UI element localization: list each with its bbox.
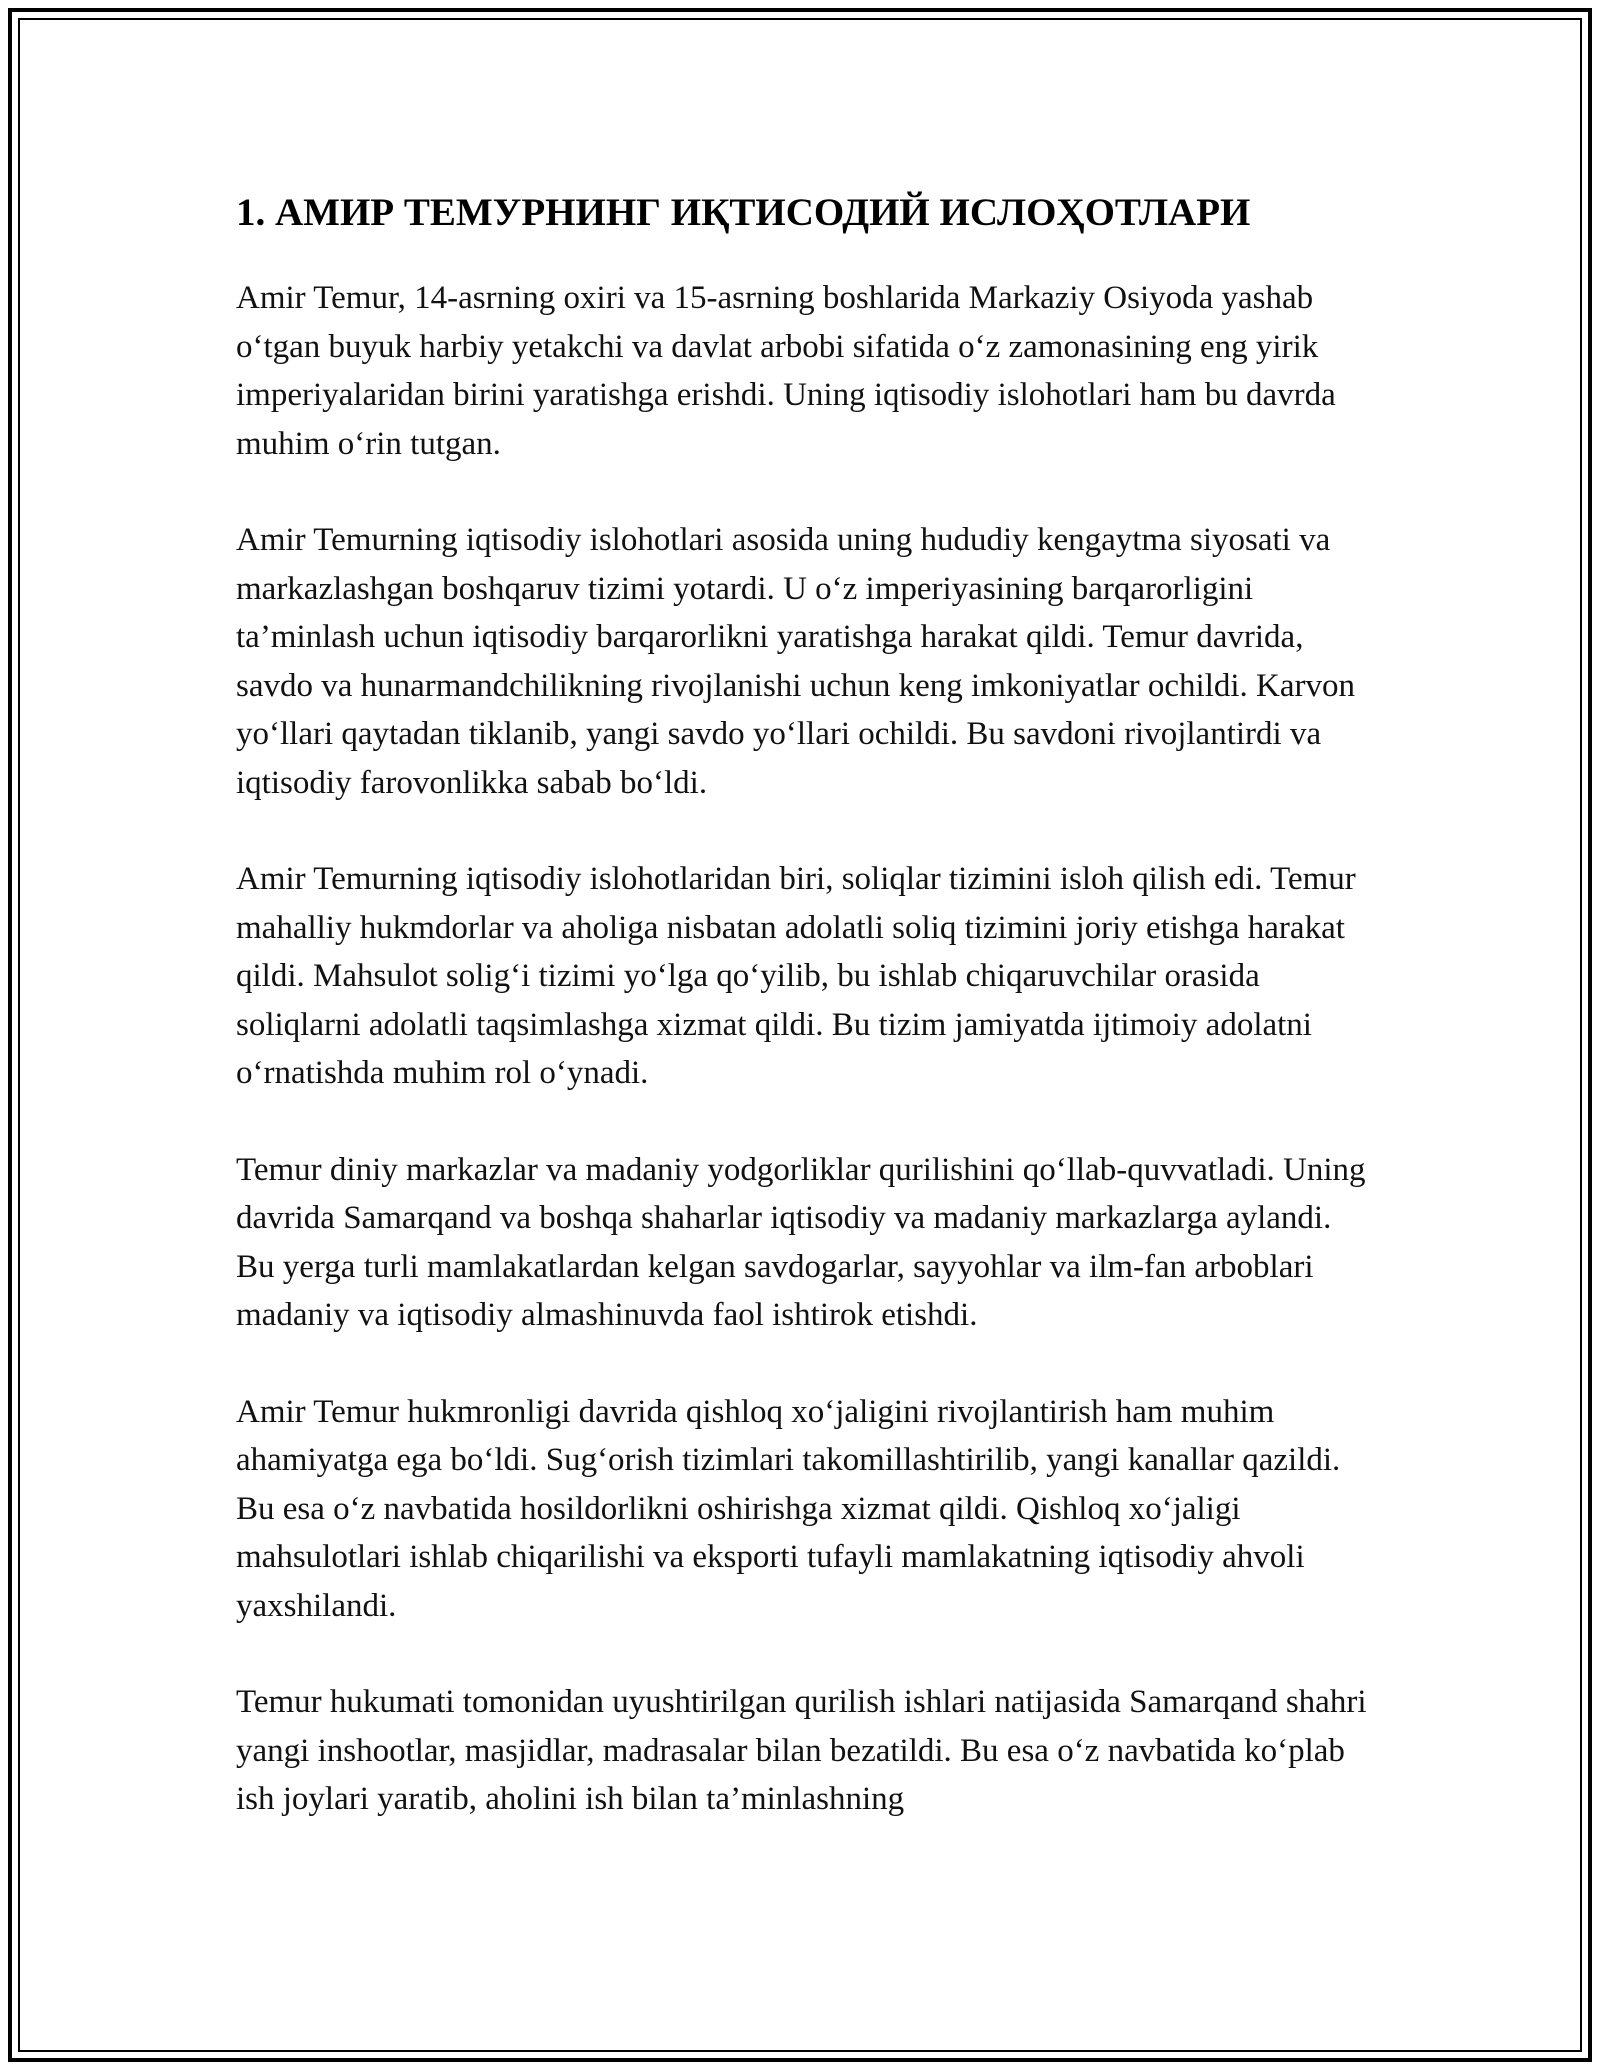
- paragraph-1: Amir Temur, 14-asrning oxiri va 15-asrning boshlarida Markaziy Osiyoda yashab o‘tgan buyuk harbiy yetakchi va davlat arbobi sifatida o‘z zamonasining eng yirik imperiyalaridan birini yaratishga erishdi. Uning iqtisodiy islohotlari ham bu davrda muhim o‘rin tutgan.: [236, 280, 1336, 462]
- paragraph-2: Amir Temurning iqtisodiy islohotlari asosida uning hududiy kengaytma siyosati va markazlashgan boshqaruv tizimi yotardi. U o‘z imperiyasining barqarorligini ta’minlash uchun iqtisodiy barqarorlikni yaratishga harakat qildi. Temur davrida, savdo va hunarmandchilikning rivojlanishi uchun keng imkoniyatlar ochildi. Karvon yo‘llari qaytadan tiklanib, yangi savdo yo‘llari ochildi. Bu savdoni rivojlantirdi va iqtisodiy farovonlikka sabab bo‘ldi.: [236, 522, 1356, 801]
- paragraph-4: Temur diniy markazlar va madaniy yodgorliklar qurilishini qo‘llab-quvvatladi. Uning davrida Samarqand va boshqa shaharlar iqtisodiy va madaniy markazlarga aylandi. Bu yerga turli mamlakatlardan kelgan savdogarlar, sayyohlar va ilm-fan arboblari madaniy va iqtisodiy almashinuvda faol ishtirok etishdi.: [236, 1151, 1366, 1333]
- paragraph-3: Amir Temurning iqtisodiy islohotlaridan biri, soliqlar tizimini isloh qilish edi. Temur mahalliy hukmdorlar va aholiga nisbatan adolatli soliq tizimini joriy etishga harakat qildi. Mahsulot solig‘i tizimi yo‘lga qo‘yilib, bu ishlab chiqaruvchilar orasida soliqlarni adolatli taqsimlashga xizmat qildi. Bu tizim jamiyatda ijtimoiy adolatni o‘rnatishda muhim rol o‘ynadi.: [236, 861, 1356, 1091]
- document-body: [236, 186, 1370, 1824]
- document-title: 1. АМИР ТЕМУРНИНГ ИҚТИСОДИЙ ИСЛОҲОТЛАРИ: [236, 191, 1251, 234]
- paragraph-5: Amir Temur hukmronligi davrida qishloq xo‘jaligini rivojlantirish ham muhim ahamiyatga ega bo‘ldi. Sug‘orish tizimlari takomillashtirilib, yangi kanallar qazildi. Bu esa o‘z navbatida hosildorlikni oshirishga xizmat qildi. Qishloq xo‘jaligi mahsulotlari ishlab chiqarilishi va eksporti tufayli mamlakatning iqtisodiy ahvoli yaxshilandi.: [236, 1393, 1341, 1624]
- paragraph-6: Temur hukumati tomonidan uyushtirilgan qurilish ishlari natijasida Samarqand shahri yangi inshootlar, masjidlar, madrasalar bilan bezatildi. Bu esa o‘z navbatida ko‘plab ish joylari yaratib, aholini ish bilan ta’minlashning: [236, 1684, 1367, 1817]
